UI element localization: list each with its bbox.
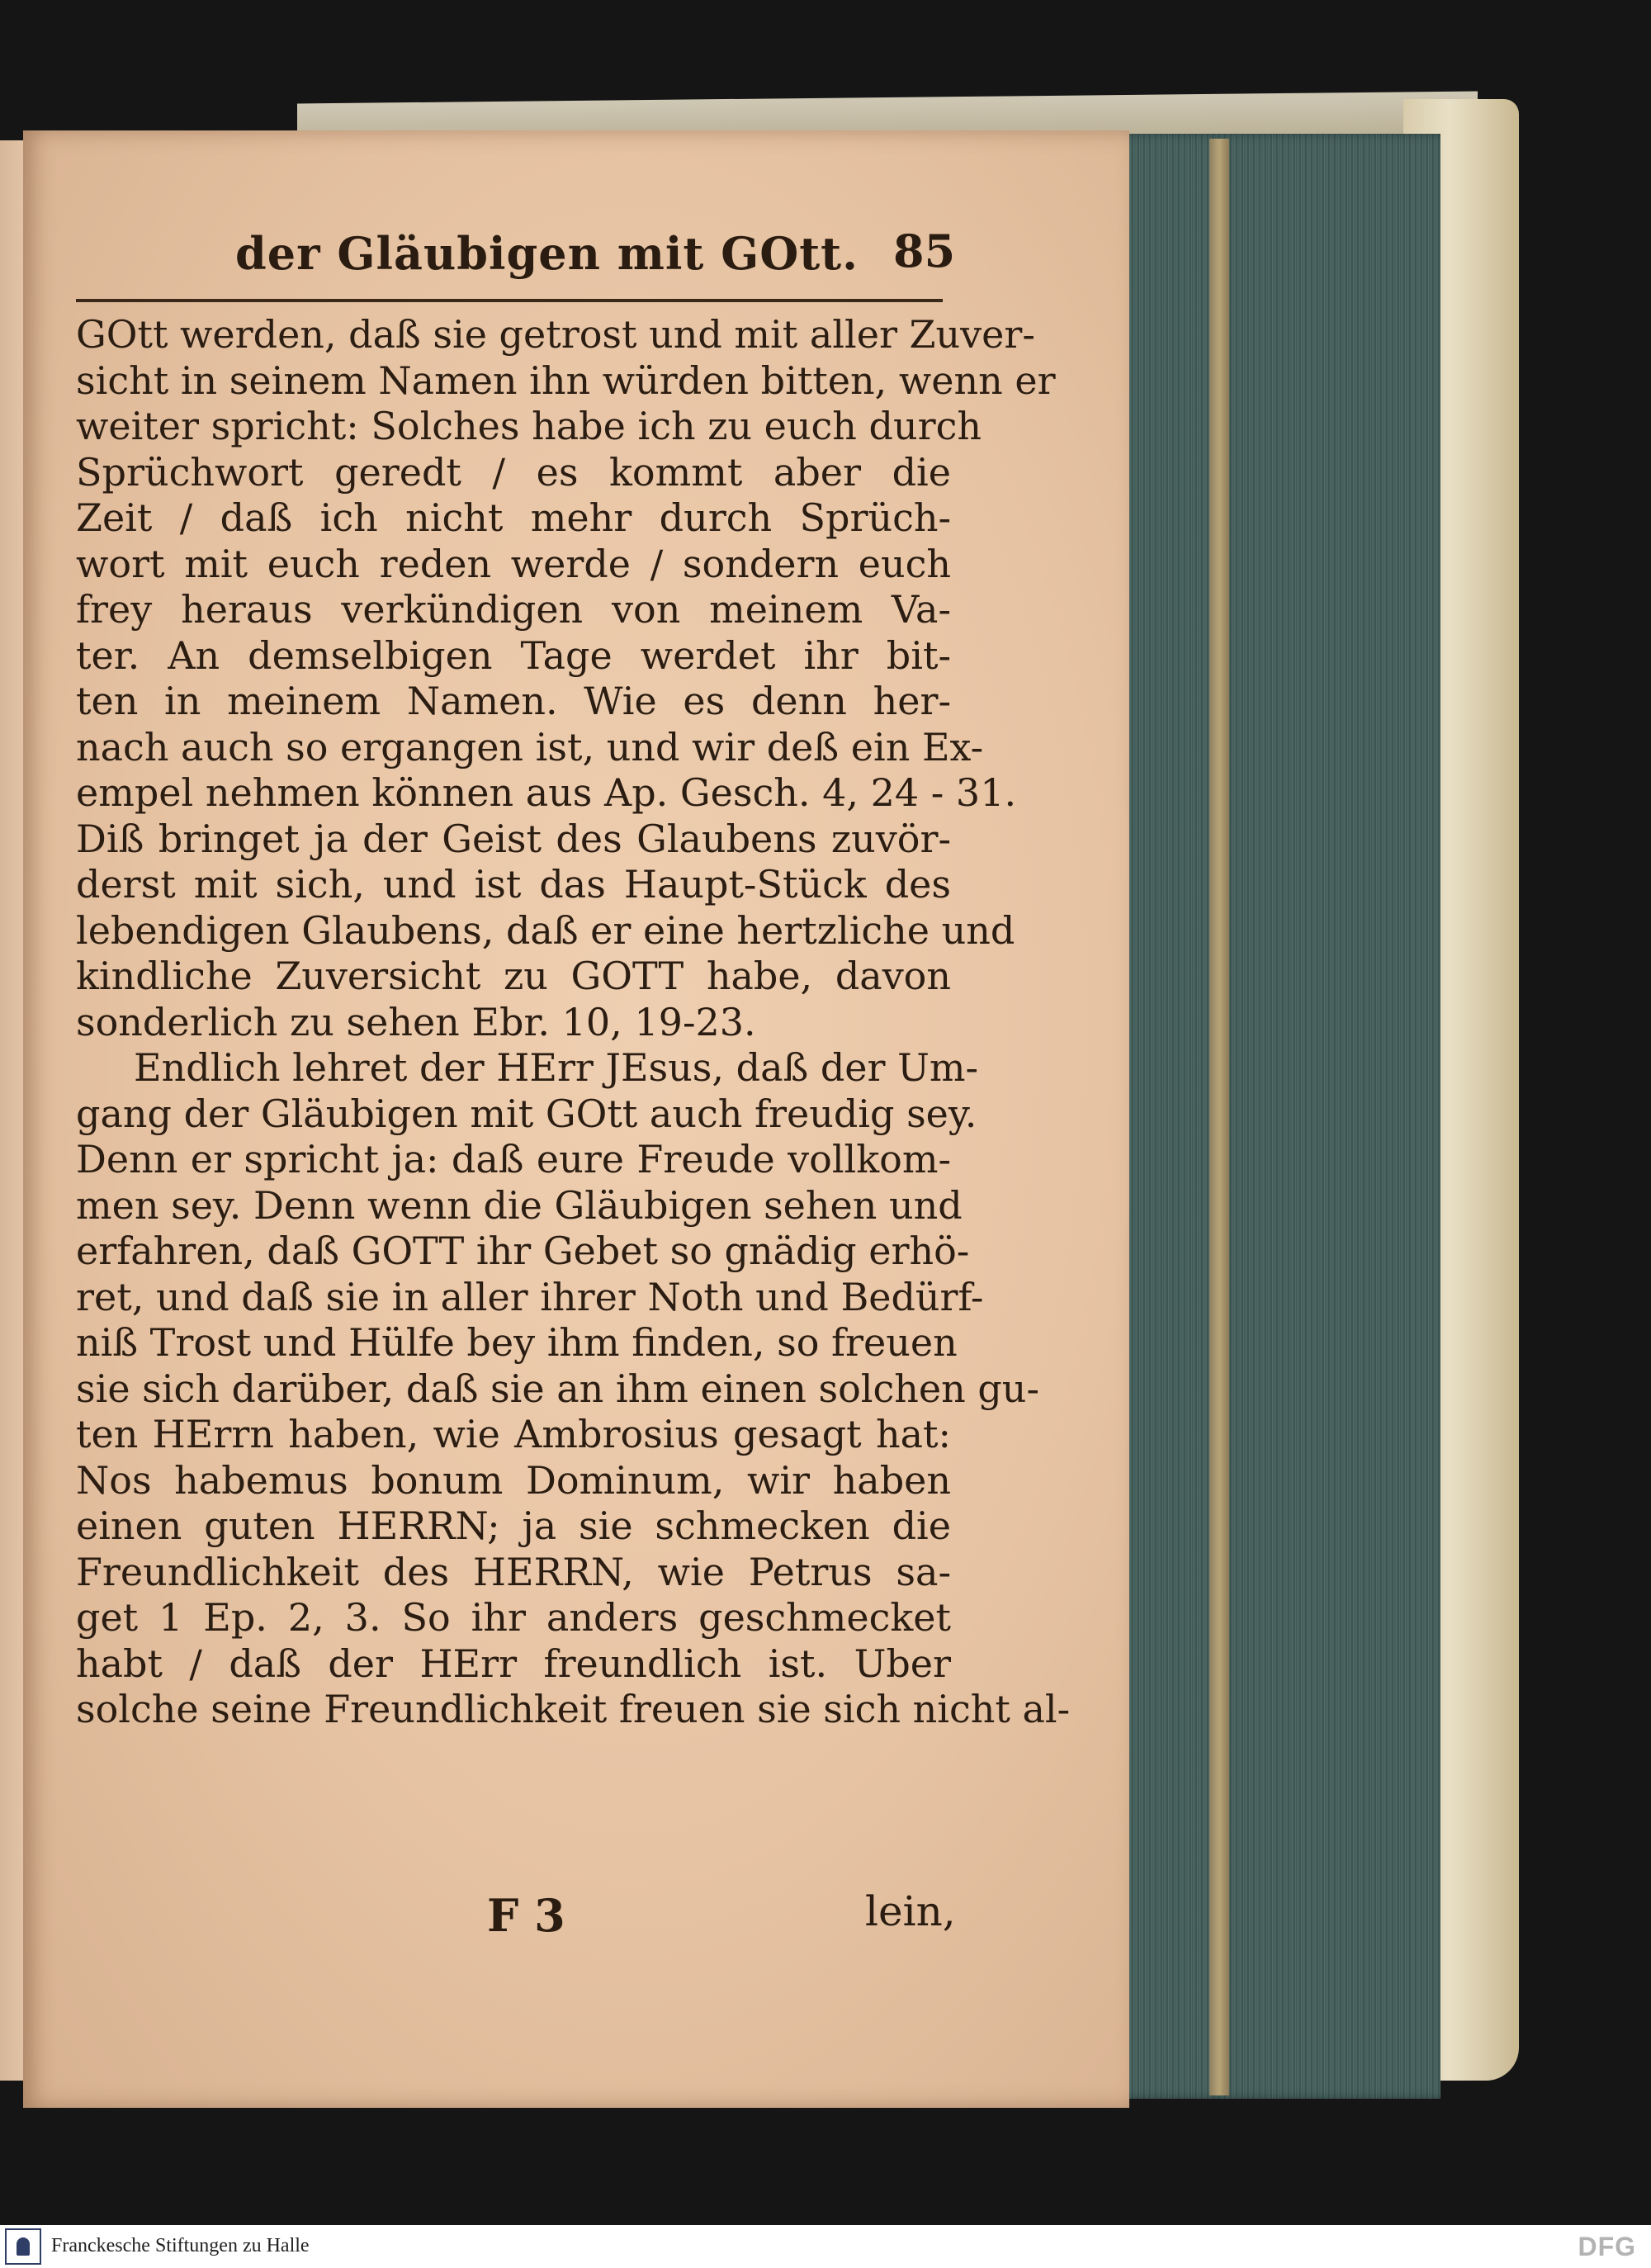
text-line: get 1 Ep. 2, 3. So ihr anders geschmecket xyxy=(76,1595,951,1640)
text-line: Diß bringet ja der Geist des Glaubens zuvör- xyxy=(76,816,951,861)
text-line: ten HErrn haben, wie Ambrosius gesagt hat: xyxy=(76,1412,951,1456)
text-line: men sey. Denn wenn die Gläubigen sehen und xyxy=(76,1182,963,1228)
text-line: Denn er spricht ja: daß eure Freude vollkom- xyxy=(76,1137,951,1181)
running-head: der Gläubigen mit GOtt. xyxy=(235,227,859,280)
text-line: niß Trost und Hülfe bey ihm finden, so freuen xyxy=(76,1320,958,1365)
text-line: ret, und daß sie in aller ihrer Noth und Bedürf- xyxy=(76,1274,984,1319)
text-line: einen guten HERRN; ja sie schmecken die xyxy=(76,1503,951,1548)
text-line: ter. An demselbigen Tage werdet ihr bit- xyxy=(76,632,951,678)
text-line: frey heraus verkündigen von meinem Va- xyxy=(76,587,951,632)
text-line: gang der Gläubigen mit GOtt auch freudig sey. xyxy=(76,1091,977,1136)
text-line: Zeit / daß ich nicht mehr durch Sprüch- xyxy=(76,495,951,540)
text-line: sicht in seinem Namen ihn würden bitten, wenn er xyxy=(76,357,1056,403)
text-line: weiter spricht: Solches habe ich zu euch durch xyxy=(76,404,982,448)
text-line: solche seine Freundlichkeit freuen sie sich nicht al- xyxy=(76,1687,1071,1731)
text-line: Nos habemus bonum Dominum, wir haben xyxy=(76,1457,951,1503)
institution-logo-icon xyxy=(5,2228,41,2265)
text-line: erfahren, daß GOTT ihr Gebet so gnädig erhö- xyxy=(76,1229,970,1273)
text-line: sie sich darüber, daß sie an ihm einen solchen gu- xyxy=(76,1366,1039,1411)
text-line: Sprüchwort geredt / es kommt aber die xyxy=(76,449,951,495)
text-line: lebendigen Glaubens, daß er eine hertzliche und xyxy=(76,907,1015,953)
catchword: lein, xyxy=(865,1887,956,1935)
dfg-badge: DFG xyxy=(1578,2232,1636,2261)
body-text xyxy=(76,312,1071,1733)
text-line: empel nehmen können aus Ap. Gesch. 4, 24 - 31. xyxy=(76,770,1017,815)
page-block-edges xyxy=(1094,134,1440,2099)
text-line: derst mit sich, und ist das Haupt-Stück des xyxy=(76,862,951,907)
viewer-bottom-bar xyxy=(0,2225,1651,2268)
text-line: ten in meinem Namen. Wie es denn her- xyxy=(76,679,951,723)
text-line: GOtt werden, daß sie getrost und mit aller Zuver- xyxy=(76,312,1035,357)
page-block-gap xyxy=(1209,139,1229,2095)
text-line: wort mit euch reden werde / sondern euch xyxy=(76,541,951,586)
institution-name: Franckesche Stiftungen zu Halle xyxy=(51,2235,310,2256)
text-line: habt / daß der HErr freundlich ist. Uber xyxy=(76,1641,951,1686)
page-number: 85 xyxy=(893,225,956,277)
text-line: sonderlich zu sehen Ebr. 10, 19-23. xyxy=(76,999,756,1044)
signature-mark: F 3 xyxy=(487,1889,565,1942)
text-line: Freundlichkeit des HERRN, wie Petrus sa- xyxy=(76,1549,951,1594)
header-rule xyxy=(76,299,943,302)
text-line: Endlich lehret der HErr JEsus, daß der Um- xyxy=(134,1045,979,1090)
text-line: kindliche Zuversicht zu GOTT habe, davon xyxy=(76,954,951,998)
text-line: nach auch so ergangen ist, und wir deß ein Ex- xyxy=(76,724,984,769)
